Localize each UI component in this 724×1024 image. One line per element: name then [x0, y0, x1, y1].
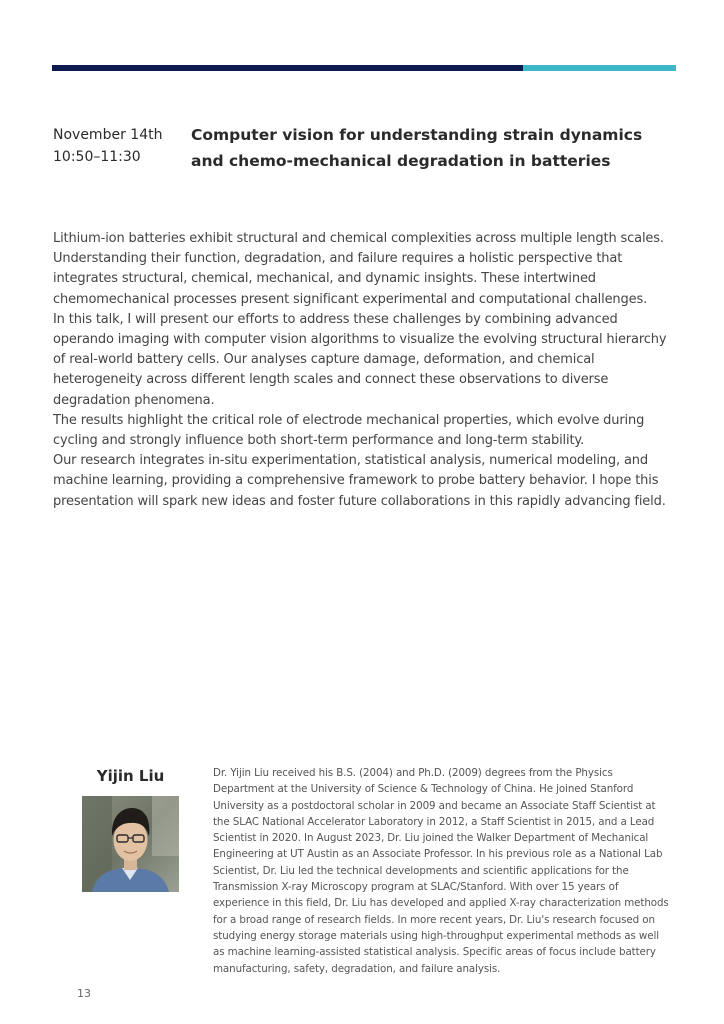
session-date: November 14th: [53, 127, 163, 143]
header-rule-teal-segment: [523, 65, 676, 71]
session-schedule: [53, 124, 183, 168]
page-number: 13: [77, 987, 91, 1000]
session-time: 10:50–11:30: [53, 149, 141, 165]
speaker-photo: [82, 796, 179, 892]
header-rule-dark-segment: [52, 65, 523, 71]
talk-title: Computer vision for understanding strain dynamics and chemo-mechanical degradation in batteries: [191, 126, 643, 170]
speaker-bio: Dr. Yijin Liu received his B.S. (2004) and Ph.D. (2009) degrees from the Physics Department at the University of Science & Technology of China. He joined Stanford University as a postdoctoral scholar in 2009 and became an Associate Staff Scientist at the SLAC National Accelerator Laboratory in 2012, a Staff Scientist in 2015, and a Lead Scientist in 2020. In August 2023, Dr. Liu joined the Walker Department of Mechanical Engineering at UT Austin as an Associate Professor. In his previous role as a National Lab Scientist, Dr. Liu led the technical developments and scientific applications for the Transmission X-ray Microscopy program at SLAC/Stanford. With over 15 years of experience in this field, Dr. Liu has developed and applied X-ray characterization methods for a broad range of research fields. In more recent years, Dr. Liu's research focused on studying energy storage materials using high-throughput experimental methods as well as machine learning-assisted statistical analysis. Specific areas of focus include battery manufacturing, safety, degradation, and failure analysis.: [213, 767, 669, 975]
header-rule: [52, 65, 676, 71]
abstract-paragraph: Our research integrates in-situ experimentation, statistical analysis, numerical modeling, and machine learning, providing a comprehensive framework to probe battery behavior. I hope this presentation will spark new ideas and foster future collaborations in this rapidly advancing field.: [53, 453, 666, 509]
talk-abstract: [53, 229, 678, 512]
abstract-paragraph: Lithium-ion batteries exhibit structural and chemical complexities across multiple length scales. Understanding their function, degradation, and failure requires a holistic perspective that integrates structural, chemical, mechanical, and dynamic insights. These intertwined chemomechanical processes present significant experimental and computational challenges.: [53, 231, 664, 307]
abstract-paragraph: The results highlight the critical role of electrode mechanical properties, which evolve during cycling and strongly influence both short-term performance and long-term stability.: [53, 412, 645, 449]
abstract-paragraph: In this talk, I will present our efforts to address these challenges by combining advanced operando imaging with computer vision algorithms to visualize the evolving structural hierarchy of real-world battery cells. Our analyses capture damage, deformation, and chemical heterogeneity across different length scales and connect these observations to diverse degradation phenomena.: [53, 311, 667, 408]
speaker-name: Yijin Liu: [96, 767, 165, 785]
